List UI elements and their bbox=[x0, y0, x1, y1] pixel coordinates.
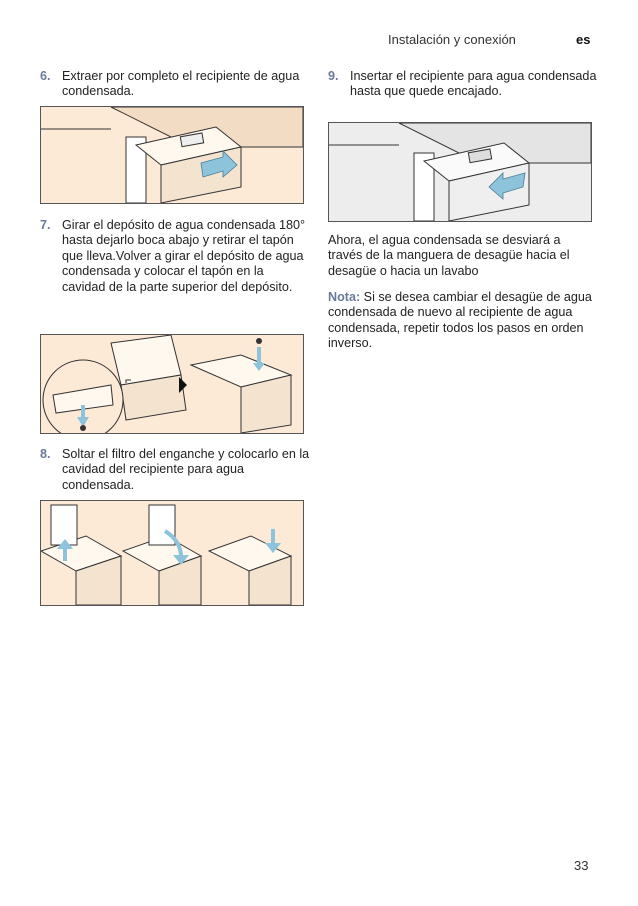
step-number: 9. bbox=[328, 69, 339, 83]
section-title: Instalación y conexión bbox=[388, 32, 516, 47]
page-number: 33 bbox=[574, 858, 589, 873]
step-number: 8. bbox=[40, 447, 51, 461]
step-text: Girar el depósito de agua condensada 180° hasta dejarlo boca abajo y retirar el tapón que lleva.Volver a girar el depósito de agua condensada y colocar el tapón en la cavidad de la parte superior del depósito. bbox=[62, 218, 306, 294]
page-header bbox=[0, 32, 638, 52]
step-text: Extraer por completo el recipiente de agua condensada. bbox=[62, 69, 300, 99]
language-code: es bbox=[576, 32, 591, 47]
result-paragraph: Ahora, el agua condensada se desviará a través de la manguera de desagüe hacia el desagüe o hacia un lavabo bbox=[328, 233, 570, 278]
step-9 bbox=[328, 69, 598, 100]
note-label: Nota: bbox=[328, 290, 361, 304]
step-7 bbox=[40, 218, 310, 295]
figure-rotate-container bbox=[40, 334, 304, 434]
note-paragraph bbox=[328, 290, 593, 352]
figure-insert-container bbox=[328, 122, 592, 222]
step-text: Soltar el filtro del enganche y colocarlo en la cavidad del recipiente para agua condensada. bbox=[62, 447, 310, 492]
note-text: Si se desea cambiar el desagüe de agua condensada de nuevo al recipiente de agua condensada, repetir todos los pasos en orden inverso. bbox=[328, 290, 592, 351]
step-8 bbox=[40, 447, 310, 493]
step-number: 7. bbox=[40, 218, 51, 232]
figure-filter-container bbox=[40, 500, 304, 606]
step-number: 6. bbox=[40, 69, 51, 83]
step-6 bbox=[40, 69, 310, 100]
figure-extract-container bbox=[40, 106, 304, 204]
step-text: Insertar el recipiente para agua condensada hasta que quede encajado. bbox=[350, 69, 597, 99]
